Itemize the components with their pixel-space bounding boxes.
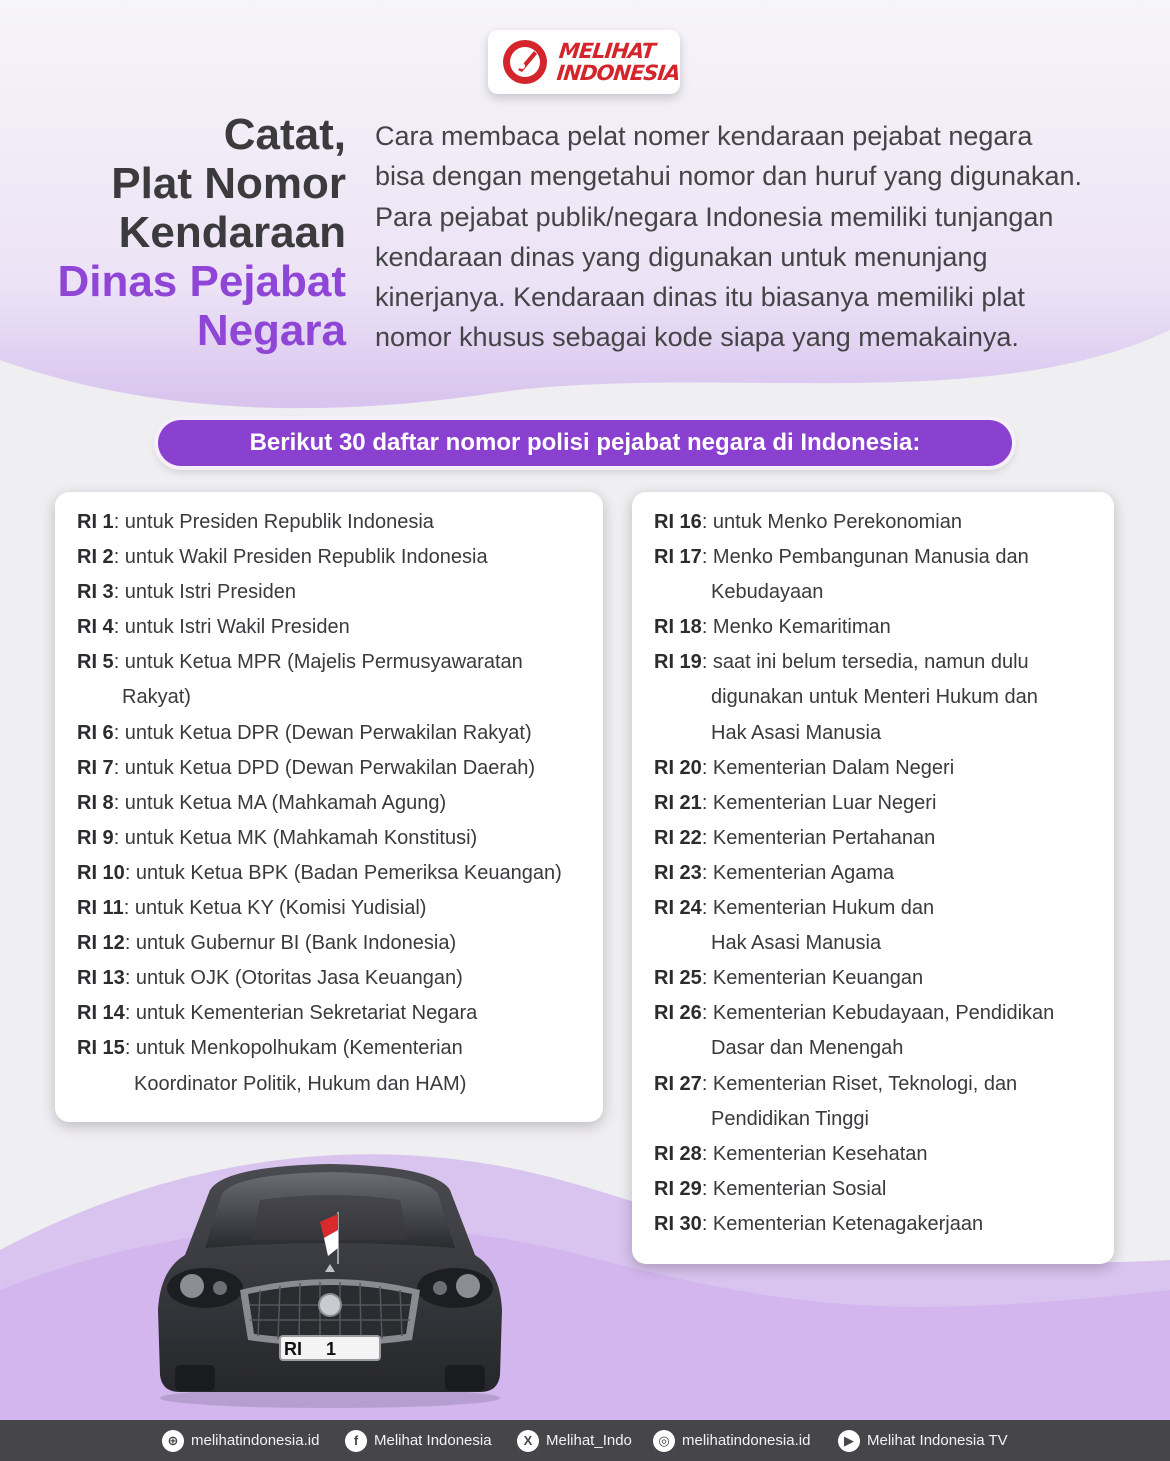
plate-code: RI 2 <box>77 546 114 569</box>
plate-list-item <box>654 540 1110 610</box>
footer-website-link[interactable] <box>162 1420 319 1461</box>
plate-code: RI 20 <box>654 756 702 779</box>
plate-list-item <box>654 751 1110 786</box>
plate-description: : untuk Menkopolhukam (Kementerian <box>124 1037 463 1060</box>
page-title <box>57 110 346 355</box>
plate-description: : untuk Wakil Presiden Republik Indonesia <box>113 546 488 569</box>
plate-description: : Kementerian Agama <box>701 861 895 884</box>
footer-bar <box>0 1420 1170 1461</box>
plate-description: : Kementerian Riset, Teknologi, dan <box>701 1072 1018 1095</box>
title-line-1: Catat, <box>223 110 346 159</box>
plate-description: : untuk OJK (Otoritas Jasa Keuangan) <box>124 967 463 990</box>
plate-code: RI 24 <box>654 897 702 920</box>
plate-list-item <box>654 1137 1110 1172</box>
footer-label: melihatindonesia.id <box>191 1432 320 1449</box>
footer-x-link[interactable] <box>517 1420 632 1461</box>
footer-label: Melihat Indonesia TV <box>867 1432 1008 1449</box>
footer-youtube-link[interactable] <box>838 1420 1008 1461</box>
plate-code: RI 12 <box>77 932 125 955</box>
plate-code: RI 26 <box>654 1002 702 1025</box>
plate-list-item <box>77 505 597 540</box>
plate-description: : Kementerian Sosial <box>701 1177 887 1200</box>
plate-code: RI 27 <box>654 1072 702 1095</box>
footer-instagram-link[interactable] <box>653 1420 810 1461</box>
plate-description: : Kementerian Dalam Negeri <box>701 756 955 779</box>
plate-code: RI 7 <box>77 756 114 779</box>
plate-list-item <box>77 716 597 751</box>
plate-description: : untuk Ketua MPR (Majelis Permusyawaratan <box>113 651 523 674</box>
plate-description: : untuk Ketua KY (Komisi Yudisial) <box>123 897 427 920</box>
plate-list-item <box>654 505 1110 540</box>
plate-description-continued: Hak Asasi Manusia <box>711 932 882 955</box>
plate-description-continued: Pendidikan Tinggi <box>711 1107 869 1130</box>
plate-list-card-right <box>632 492 1114 1264</box>
instagram-icon: ◎ <box>653 1430 675 1452</box>
plate-list-item <box>77 751 597 786</box>
plate-list-item <box>77 1031 597 1101</box>
plate-description: : untuk Ketua MK (Mahkamah Konstitusi) <box>113 826 478 849</box>
plate-code: RI 21 <box>654 791 702 814</box>
intro-line: kendaraan dinas yang digunakan untuk menunjang <box>375 241 988 272</box>
plate-list-right <box>654 505 1110 1242</box>
plate-description-continued: digunakan untuk Menteri Hukum dan <box>711 686 1038 709</box>
plate-description: : untuk Ketua DPD (Dewan Perwakilan Daerah) <box>113 756 535 779</box>
plate-description-continued: Dasar dan Menengah <box>711 1037 904 1060</box>
plate-code: RI 30 <box>654 1212 702 1235</box>
pen-nib-logo-icon <box>500 37 552 87</box>
intro-line: Cara membaca pelat nomer kendaraan pejabat negara <box>375 121 1033 151</box>
plate-list-item <box>654 786 1110 821</box>
plate-code: RI 10 <box>77 861 125 884</box>
title-line-4: Dinas Pejabat <box>57 257 346 306</box>
plate-code: RI 16 <box>654 511 702 533</box>
youtube-icon: ▶ <box>838 1430 860 1452</box>
plate-list-card-left <box>55 492 603 1122</box>
plate-code: RI 4 <box>77 616 114 639</box>
plate-letters: RI <box>284 1339 302 1359</box>
plate-description-continued: Hak Asasi Manusia <box>711 721 882 744</box>
plate-list-item <box>77 540 597 575</box>
plate-number: 1 <box>326 1339 337 1359</box>
plate-description: : untuk Menko Perekonomian <box>701 511 962 533</box>
plate-description: : untuk Kementerian Sekretariat Negara <box>124 1002 478 1025</box>
plate-code: RI 9 <box>77 826 114 849</box>
plate-list-item <box>654 856 1110 891</box>
logo-line2: INDONESIA <box>555 61 681 85</box>
plate-description: : Kementerian Keuangan <box>701 967 924 990</box>
plate-list-item <box>654 961 1110 996</box>
plate-list-item <box>77 786 597 821</box>
plate-list-item <box>77 926 597 961</box>
plate-code: RI 8 <box>77 791 114 814</box>
footer-facebook-link[interactable] <box>345 1420 492 1461</box>
intro-line: kinerjanya. Kendaraan dinas itu biasanya memiliki plat <box>375 282 1025 313</box>
plate-code: RI 29 <box>654 1177 702 1200</box>
plate-code: RI 23 <box>654 861 702 884</box>
plate-description: : untuk Istri Wakil Presiden <box>113 616 350 639</box>
plate-description: : Kementerian Hukum dan <box>701 897 935 920</box>
plate-description: : untuk Istri Presiden <box>113 581 296 604</box>
intro-line: nomor khusus sebagai kode siapa yang memakainya. <box>375 322 1019 353</box>
plate-list-item <box>77 996 597 1031</box>
plate-list-item <box>654 1172 1110 1207</box>
plate-list-item <box>654 891 1110 961</box>
list-heading-banner: Berikut 30 daftar nomor polisi pejabat negara di Indonesia: <box>158 420 1012 466</box>
plate-code: RI 25 <box>654 967 702 990</box>
plate-description: : untuk Ketua DPR (Dewan Perwakilan Rakyat) <box>113 721 532 744</box>
plate-code: RI 5 <box>77 651 114 674</box>
plate-code: RI 3 <box>77 581 114 604</box>
plate-list-item <box>654 610 1110 645</box>
plate-code: RI 6 <box>77 721 114 744</box>
plate-description: : untuk Presiden Republik Indonesia <box>113 511 434 533</box>
plate-code: RI 15 <box>77 1037 125 1060</box>
plate-code: RI 11 <box>77 897 124 920</box>
x-icon: X <box>517 1430 539 1452</box>
plate-code: RI 18 <box>654 616 702 639</box>
title-line-2: Plat Nomor <box>111 159 346 208</box>
globe-icon: ⊕ <box>162 1430 184 1452</box>
plate-list-item <box>654 1207 1110 1242</box>
plate-code: RI 14 <box>77 1002 125 1025</box>
plate-code: RI 1 <box>77 511 114 533</box>
plate-description: : Kementerian Pertahanan <box>701 826 936 849</box>
plate-list-item <box>77 961 597 996</box>
plate-list-item <box>654 645 1110 750</box>
plate-description: : Kementerian Kesehatan <box>701 1142 928 1165</box>
brand-logo <box>488 30 680 94</box>
plate-description-continued: Koordinator Politik, Hukum dan HAM) <box>134 1072 467 1095</box>
logo-line1: MELIHAT <box>557 39 657 63</box>
plate-list-item <box>77 575 597 610</box>
plate-description: : Kementerian Ketenagakerjaan <box>701 1212 984 1235</box>
plate-list-item <box>77 891 597 926</box>
plate-description: : Kementerian Kebudayaan, Pendidikan <box>701 1002 1055 1025</box>
plate-description-continued: Kebudayaan <box>711 581 824 604</box>
plate-description: : untuk Ketua MA (Mahkamah Agung) <box>113 791 447 814</box>
plate-list-item <box>77 610 597 645</box>
plate-list-item <box>77 821 597 856</box>
title-line-3: Kendaraan <box>118 208 346 257</box>
plate-code: RI 28 <box>654 1142 702 1165</box>
plate-description: : Menko Pembangunan Manusia dan <box>701 546 1029 569</box>
official-car-illustration <box>150 1160 510 1410</box>
plate-description: : Kementerian Luar Negeri <box>701 791 937 814</box>
plate-code: RI 22 <box>654 826 702 849</box>
footer-label: Melihat_Indo <box>546 1432 632 1449</box>
intro-line: Para pejabat publik/negara Indonesia memiliki tunjangan <box>375 201 1054 232</box>
plate-list-item <box>77 645 597 715</box>
footer-label: melihatindonesia.id <box>682 1432 811 1449</box>
plate-description-continued: Rakyat) <box>122 686 191 709</box>
plate-code: RI 19 <box>654 651 702 674</box>
facebook-icon: f <box>345 1430 367 1452</box>
intro-paragraph <box>375 116 1135 358</box>
footer-label: Melihat Indonesia <box>374 1432 492 1449</box>
plate-description: : Menko Kemaritiman <box>701 616 891 639</box>
plate-code: RI 17 <box>654 546 702 569</box>
plate-description: : untuk Gubernur BI (Bank Indonesia) <box>124 932 457 955</box>
plate-code: RI 13 <box>77 967 125 990</box>
plate-description: : saat ini belum tersedia, namun dulu <box>701 651 1029 674</box>
intro-line: bisa dengan mengetahui nomor dan huruf yang digunakan. <box>375 161 1083 192</box>
plate-list-item <box>654 821 1110 856</box>
plate-list-left <box>77 505 597 1102</box>
plate-list-item <box>77 856 597 891</box>
plate-list-item <box>654 1067 1110 1137</box>
logo-wordmark <box>556 40 683 84</box>
plate-description: : untuk Ketua BPK (Badan Pemeriksa Keuangan) <box>124 861 562 884</box>
plate-list-item <box>654 996 1110 1066</box>
title-line-5: Negara <box>196 306 346 355</box>
